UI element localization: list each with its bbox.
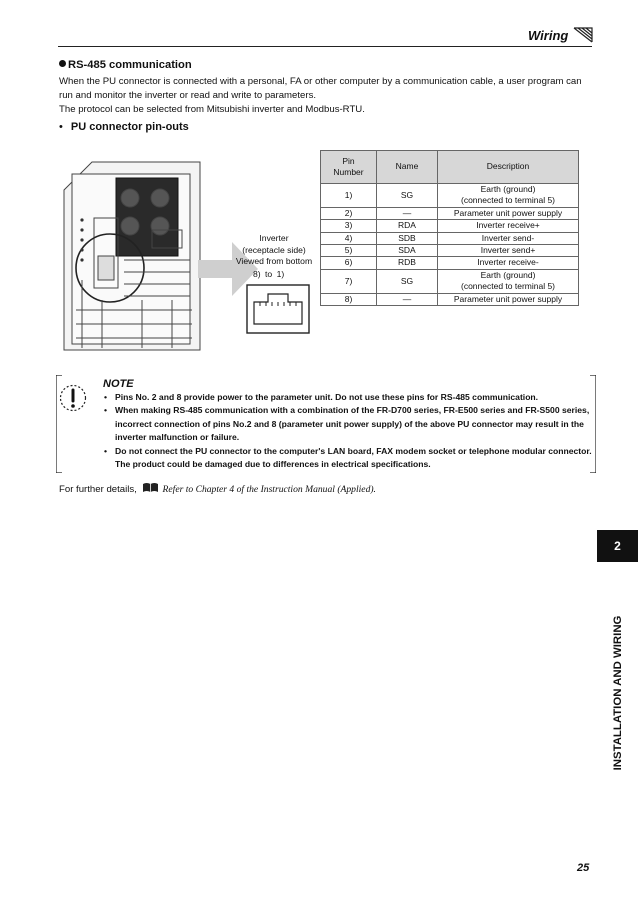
desc-cell: Inverter receive- xyxy=(438,257,579,269)
wiring-hatch-icon xyxy=(572,26,594,44)
figure-caption xyxy=(228,233,320,268)
list-item: • Do not connect the PU connector to the computer's LAN board, FAX modem socket or telephone modular connector. The product could be damaged due to differences in electrical specifications. xyxy=(104,445,596,472)
pin-cell: 6) xyxy=(321,257,377,269)
desc-cell: Earth (ground) (connected to terminal 5) xyxy=(438,184,579,208)
list-item: • Pins No. 2 and 8 provide power to the parameter unit. Do not use these pins for RS-485 communication. xyxy=(104,391,596,404)
further-details: For further details, Refer to Chapter 4 of the Instruction Manual (Applied). xyxy=(59,484,376,495)
pin-cell: 3) xyxy=(321,220,377,232)
table-row xyxy=(321,220,579,232)
desc-cell: Parameter unit power supply xyxy=(438,293,579,305)
desc-cell: Inverter send- xyxy=(438,232,579,244)
name-cell: SDA xyxy=(377,245,438,257)
inverter-illustration xyxy=(62,160,202,352)
table-row xyxy=(321,269,579,293)
paragraph-line: The protocol can be selected from Mitsubishi inverter and Modbus-RTU. xyxy=(59,104,365,116)
list-item: • When making RS-485 communication with a combination of the FR-D700 series, FR-E500 series and FR-S500 series, incorrect connection of pins No.2 and 8 (parameter unit power supply) of the above PU connector may result in the inverter malfunction or failure. xyxy=(104,404,596,444)
manual-book-icon xyxy=(142,482,159,493)
name-cell: SG xyxy=(377,184,438,208)
note-title: NOTE xyxy=(103,378,134,390)
name-cell: — xyxy=(377,293,438,305)
desc-cell: Earth (ground) (connected to terminal 5) xyxy=(438,269,579,293)
table-row xyxy=(321,232,579,244)
table-row xyxy=(321,207,579,219)
pin-cell: 1) xyxy=(321,184,377,208)
header-title: Wiring xyxy=(528,28,569,43)
caption-line: Inverter xyxy=(259,233,289,243)
pin-cell: 5) xyxy=(321,245,377,257)
pin-number-header: Pin Number xyxy=(321,151,377,184)
table-row xyxy=(321,257,579,269)
header-rule xyxy=(58,46,592,47)
name-cell: RDA xyxy=(377,220,438,232)
note-list xyxy=(104,391,596,471)
table-row xyxy=(321,245,579,257)
paragraph-line: run and monitor the inverter or read and write to parameters. xyxy=(59,90,317,102)
page-number: 25 xyxy=(577,862,590,874)
section-heading: RS-485 communication xyxy=(59,59,192,71)
intro-paragraph xyxy=(59,75,599,118)
caution-icon xyxy=(59,383,87,413)
pu-connector-diagram xyxy=(246,284,310,334)
name-cell: RDB xyxy=(377,257,438,269)
pin-range-label: 8) to 1) xyxy=(253,269,285,279)
reference-link[interactable]: Refer to Chapter 4 of the Instruction Manual (Applied). xyxy=(162,484,376,495)
pin-cell: 2) xyxy=(321,207,377,219)
name-cell: SG xyxy=(377,269,438,293)
caption-line: Viewed from bottom xyxy=(235,256,313,267)
name-cell: — xyxy=(377,207,438,219)
desc-cell: Parameter unit power supply xyxy=(438,207,579,219)
caption-line: (receptacle side) xyxy=(242,244,306,255)
name-cell: SDB xyxy=(377,232,438,244)
pin-table xyxy=(320,150,579,306)
description-header: Description xyxy=(438,151,579,184)
pin-cell: 4) xyxy=(321,232,377,244)
chapter-tab-label: INSTALLATION AND WIRING xyxy=(612,615,624,771)
paragraph-line: When the PU connector is connected with a personal, FA or other computer by a communication cable, a user program can xyxy=(59,76,582,87)
desc-cell: Inverter receive+ xyxy=(438,220,579,232)
name-header: Name xyxy=(377,151,438,184)
subheading: • PU connector pin-outs xyxy=(59,121,189,133)
chapter-tab-number: 2 xyxy=(597,530,638,562)
desc-cell: Inverter send+ xyxy=(438,245,579,257)
bullet-dot-icon xyxy=(59,60,66,67)
table-row xyxy=(321,184,579,208)
table-row xyxy=(321,293,579,305)
pin-cell: 8) xyxy=(321,293,377,305)
pin-cell: 7) xyxy=(321,269,377,293)
